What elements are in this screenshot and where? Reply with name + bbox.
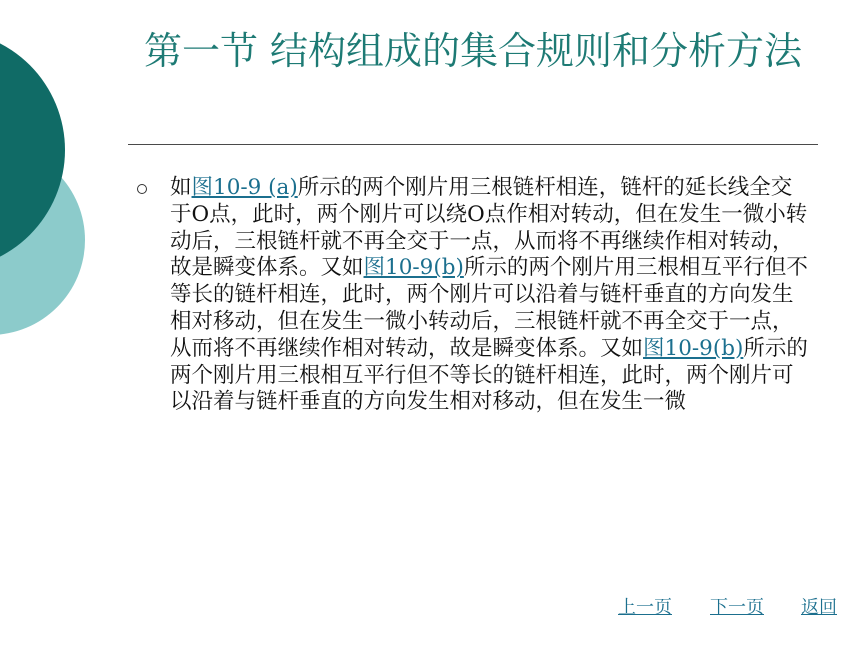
bullet-icon <box>137 184 147 194</box>
paragraph-text-1: 如 <box>170 175 192 200</box>
paragraph-text-2: 所示的两个刚片用三根链杆相连，链杆的延长线全交于O点，此时，两个刚片可以绕O点作相对转动，但在发生一微小转动后，三根链杆就不再全交于一点，从而将不再继续作相对转动，故是瞬变体系。又如 <box>170 175 808 281</box>
paragraph-text-4: 所示的两个刚片用三根相互平行但不等长的链杆相连，此时，两个刚片可以沿着与链杆垂直的方向发生相对移动，但在发生一微 <box>170 335 808 415</box>
prev-page-link[interactable]: 上一页 <box>618 597 672 618</box>
figure-link-10-9b[interactable]: 图10-9(b) <box>363 255 464 281</box>
back-link[interactable]: 返回 <box>801 597 837 618</box>
figure-link-10-9a[interactable]: 图10-9 (a) <box>191 175 298 200</box>
paragraph-text-3: 所示的两个刚片用三根相互平行但不等长的链杆相连，此时，两个刚片可以沿着与链杆垂直的方向发生相对移动，但在发生一微小转动后，三根链杆就不再全交于一点，从而将不再继续作相对转动，故是瞬变体系。又如 <box>170 255 808 361</box>
next-page-link[interactable]: 下一页 <box>710 597 764 618</box>
title-divider <box>128 144 818 145</box>
body-paragraph <box>170 175 810 416</box>
slide-title: 第一节 结构组成的集合规则和分析方法 <box>143 29 803 73</box>
decorative-circles <box>0 0 140 360</box>
figure-link-10-9b-second[interactable]: 图10-9(b) <box>643 335 744 361</box>
